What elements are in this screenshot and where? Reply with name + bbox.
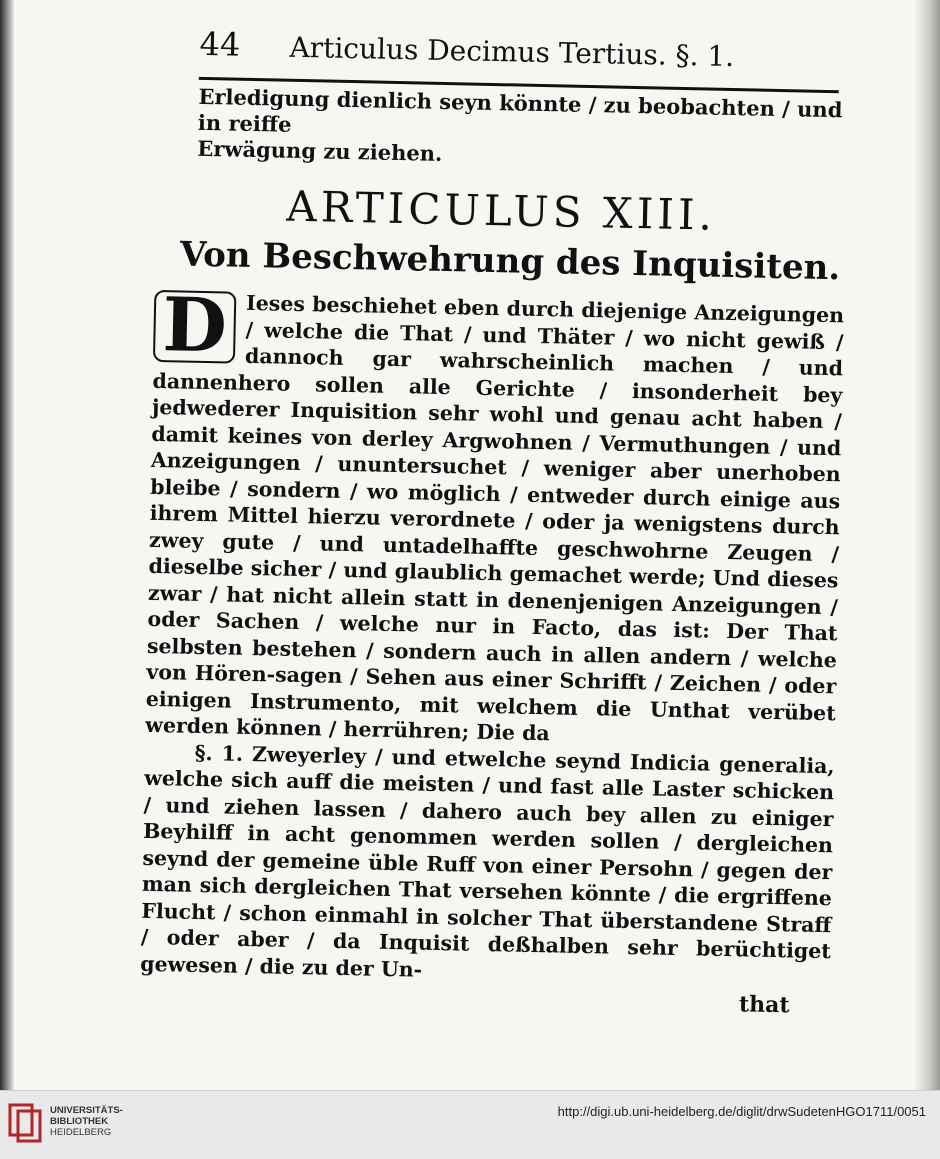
article-heading: ARTICULUS XIII. xyxy=(285,181,717,240)
viewer-footer xyxy=(0,1090,940,1159)
catchword: that xyxy=(738,991,790,1019)
body-text: Ieses beschiehet eben durch diejenige Anzeigungen / welche die That / und Thäter / wo nicht gewiß / dannoch gar wahrscheinlich machen / und dannenhero sollen alle Gerichte / insonderheit bey jedwederer Inquisition sehr wohl und genau acht haben / damit keines von derley Argwohnen / Vermuthungen / und Anzeigungen / ununtersuchet / weniger aber unerhoben bleibe / sondern / wo möglich / entweder durch einige aus ihrem Mittel hierzu verordnete / oder ja wenigstens durch zwey gute / und untadelhaffte geschwohrne Zeugen / dieselbe sicher / und glaublich gemachet werde; Und dieses zwar / hat nicht allein statt in denenjenigen Anzeigungen / oder Sachen / welche nur in Facto, das ist: Der That selbsten bestehen / sondern auch in allen andern / welche von Hören-sagen / Sehen aus einer Schrifft / Zeichen / oder einigen Instrumento, mit welchem die Unthat verübet werden können / herrühren; Die da xyxy=(145,290,845,746)
page-number: 44 xyxy=(199,24,241,64)
permalink-url[interactable]: http://digi.ub.uni-heidelberg.de/diglit/drwSudetenHGO1711/0051 xyxy=(557,1104,926,1119)
continuation-text xyxy=(197,84,848,176)
continuation-line: Erledigung dienlich seyn könnte / zu beobachten / und in reiffe xyxy=(197,83,843,137)
decorated-initial: D xyxy=(153,290,236,364)
section-1-text: §. 1. Zweyerley / und etwelche seynd Indicia generalia, welche sich auff die meisten / und fast alle Laster schicken / und ziehen lassen / dahero auch bey allen zu einiger Beyhilff in acht genommen werden sollen / dergleichen seynd der gemeine üble Ruff von einer Persohn / gegen der man sich dergleichen That versehen könnte / die ergriffene Flucht / schon einmahl in solcher That überstandene Straff / oder aber / da Inquisit deßhalben sehr berüchtiget gewesen / die zu der Un- xyxy=(140,740,835,982)
library-name-line2: BIBLIOTHEK xyxy=(50,1116,109,1127)
page-right-edge xyxy=(914,0,940,1090)
running-title: Articulus Decimus Tertius. §. 1. xyxy=(289,30,735,74)
page-left-binding-edge xyxy=(0,0,14,1090)
article-subheading: Von Beschwehrung des Inquisiten. xyxy=(179,234,841,289)
text-block xyxy=(139,24,849,1019)
section-1-paragraph xyxy=(140,738,835,991)
library-logo-icon[interactable] xyxy=(8,1103,44,1143)
library-name-line3: HEIDELBERG xyxy=(50,1127,112,1138)
continuation-line: Erwägung zu ziehen. xyxy=(197,135,443,166)
body-paragraph xyxy=(145,282,845,753)
library-name[interactable] xyxy=(50,1105,123,1138)
library-name-line1: UNIVERSITÄTS- xyxy=(50,1105,123,1116)
